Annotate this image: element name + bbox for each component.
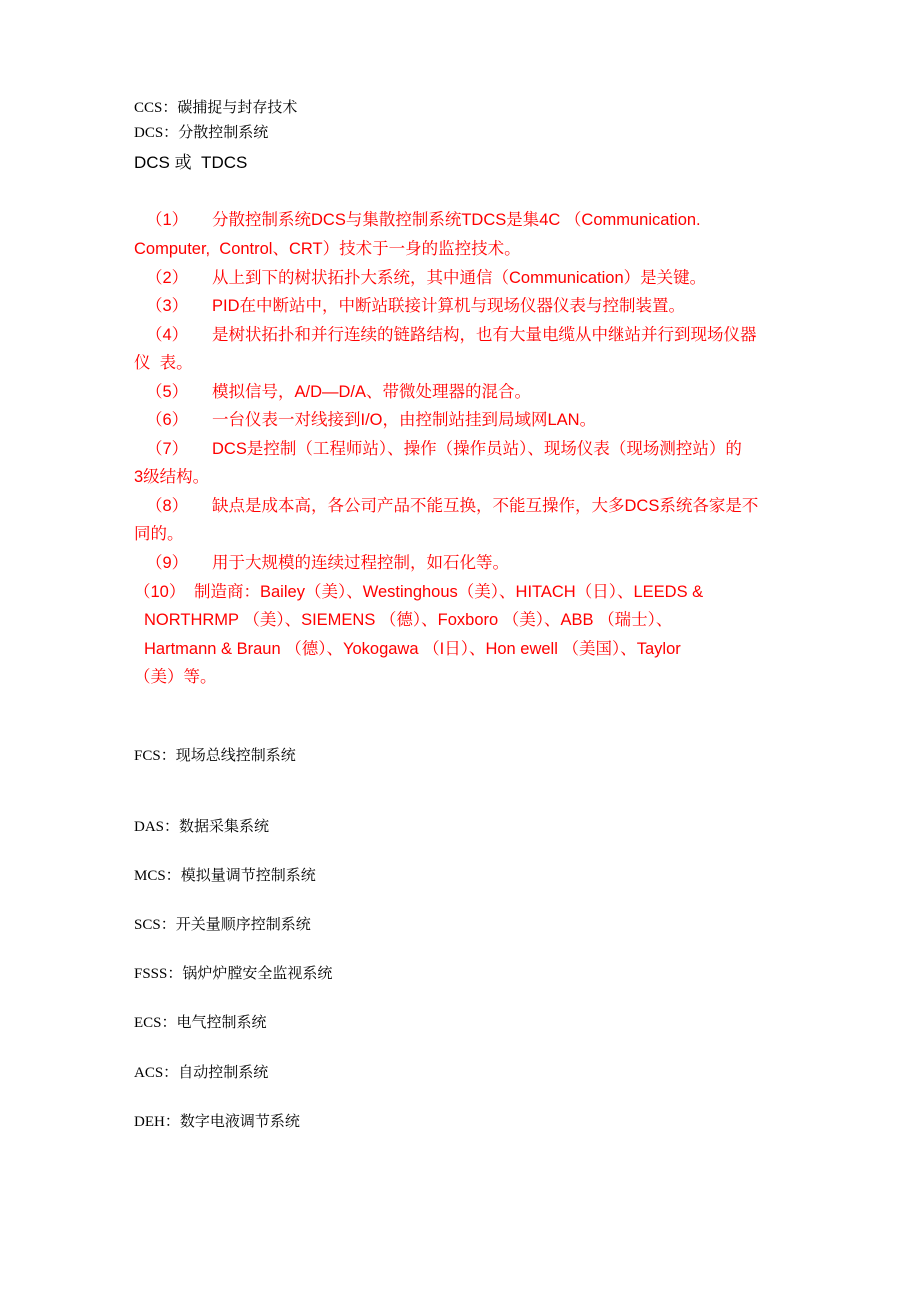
term-abbr: CCS： [134,100,178,116]
term-desc: 开关量顺序控制系统 [175,917,311,933]
term-abbr: ACS： [134,1065,179,1081]
term-abbr: FSSS： [134,966,183,982]
item-number: （8） [146,497,189,515]
term-mcs [134,869,316,884]
item-number: （6） [146,411,189,429]
list-item-1-continued: Computer, Control、CRT）技术于一身的监控技术。 [134,240,521,258]
item-text: 用于大规模的连续过程控制，如石化等。 [212,554,509,572]
term-abbr: SCS： [134,917,176,933]
term-ecs [134,1016,267,1031]
item-text: 从上到下的树状拓扑大系统，其中通信（Communication）是关键。 [212,269,707,287]
term-desc: 模拟量调节控制系统 [180,868,316,884]
item-text: PID在中断站中，中断站联接计算机与现场仪器仪表与控制装置。 [212,297,686,315]
term-fsss [134,967,332,982]
section-heading: DCS 或 TDCS [134,153,248,172]
term-abbr: MCS： [134,868,181,884]
list-item-4-continued: 仪 表。 [134,354,193,372]
list-item-2 [146,270,706,287]
term-acs [134,1066,268,1081]
item-number: （4） [146,326,189,344]
term-abbr: FCS： [134,748,176,764]
list-item-4 [146,327,757,344]
term-desc: 分散控制系统 [178,125,269,141]
list-item-10-continued-3: （美）等。 [134,668,217,686]
term-abbr: DAS： [134,819,180,835]
term-desc: 现场总线控制系统 [175,748,296,764]
item-number: （2） [146,269,189,287]
list-item-5 [146,384,531,401]
item-text: 制造商：Bailey（美）、Westinghous（美）、HITACH（日）、LEEDS & [194,583,704,601]
item-text: 是树状拓扑和并行连续的链路结构，也有大量电缆从中继站并行到现场仪器 [212,326,757,344]
term-desc: 锅炉炉膛安全监视系统 [182,966,333,982]
list-item-10-continued-1: NORTHRMP （美）、SIEMENS （德）、Foxboro （美）、ABB （瑞士）、 [144,611,673,629]
list-item-8-continued: 同的。 [134,525,184,543]
list-item-7 [146,441,742,458]
term-desc: 数字电液调节系统 [179,1114,300,1130]
term-dcs [134,126,268,141]
item-text: 一台仪表一对线接到I/O，由控制站挂到局域网LAN。 [212,411,597,429]
term-desc: 电气控制系统 [176,1015,267,1031]
item-text: 缺点是成本高，各公司产品不能互换，不能互操作，大多DCS系统各家是不 [212,497,759,515]
list-item-10 [134,584,703,601]
item-text: 模拟信号，A/D—D/A、带微处理器的混合。 [212,383,532,401]
list-item-6 [146,412,596,429]
item-text: DCS是控制（工程师站）、操作（操作员站）、现场仪表（现场测控站）的 [212,440,742,458]
list-item-9 [146,555,509,572]
item-number: （5） [146,383,189,401]
term-desc: 自动控制系统 [178,1065,269,1081]
list-item-3 [146,298,685,315]
list-item-10-continued-2: Hartmann & Braun （德）、Yokogawa （I日）、Hon ewell （美国）、Taylor [144,640,681,658]
term-abbr: DEH： [134,1114,180,1130]
term-das [134,820,269,835]
item-number: （1） [146,211,189,229]
term-abbr: ECS： [134,1015,177,1031]
term-ccs [134,101,297,116]
item-text: 分散控制系统DCS与集散控制系统TDCS是集4C （Communication. [212,211,701,229]
list-item-7-continued: 3级结构。 [134,468,210,486]
term-scs [134,918,311,933]
list-item-1 [146,212,701,229]
term-deh [134,1115,300,1130]
item-number: （3） [146,297,189,315]
term-abbr: DCS： [134,125,179,141]
list-item-8 [146,498,758,515]
item-number: （10） [134,583,186,601]
item-number: （9） [146,554,189,572]
term-desc: 数据采集系统 [179,819,270,835]
item-number: （7） [146,440,189,458]
term-fcs [134,749,296,764]
term-desc: 碳捕捉与封存技术 [177,100,298,116]
